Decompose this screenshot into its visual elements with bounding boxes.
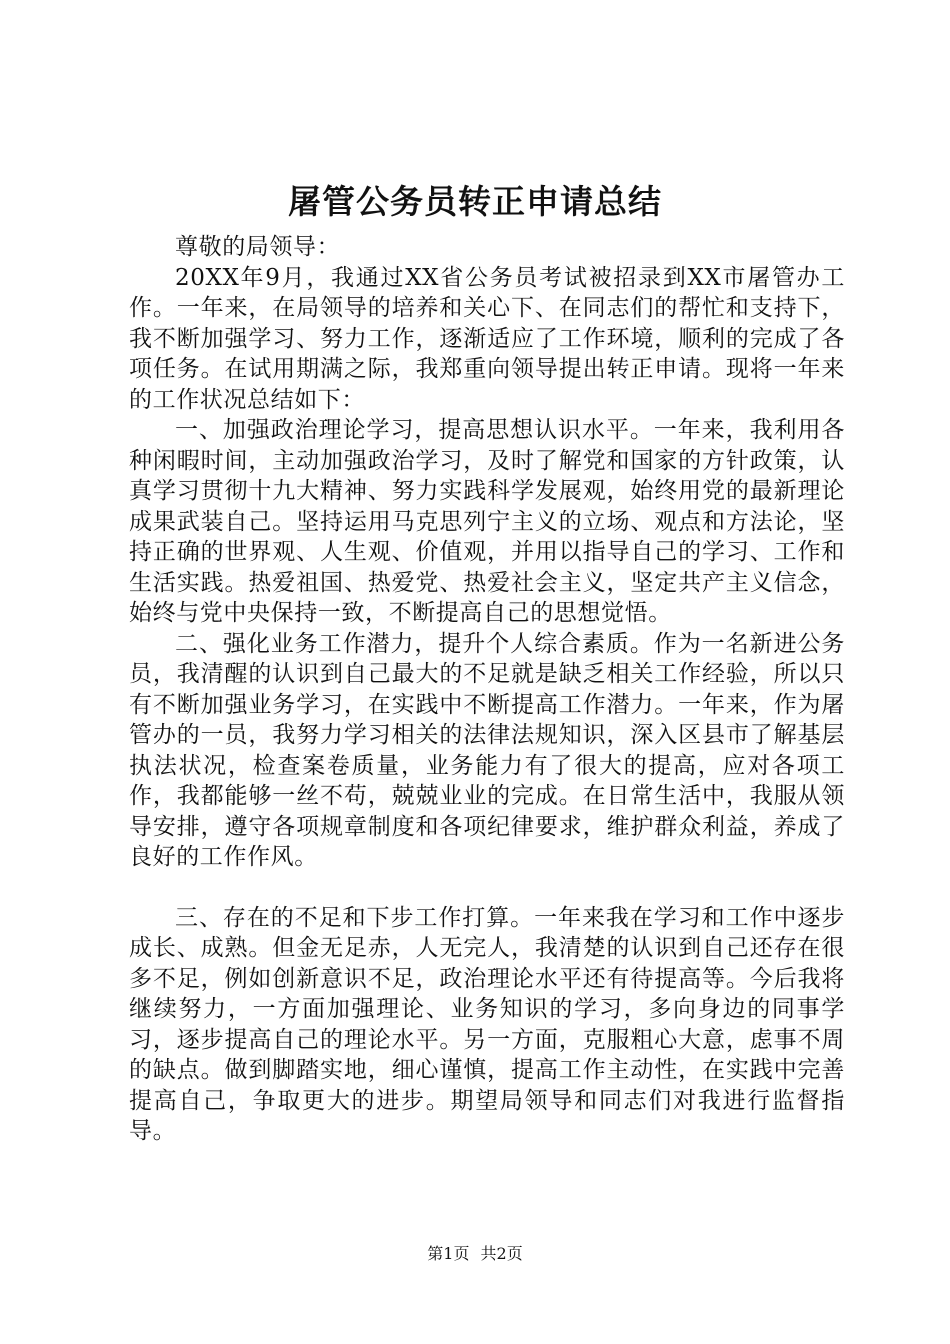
document-title: 屠管公务员转正申请总结	[288, 182, 662, 221]
document-body	[129, 232, 845, 1147]
paragraph-intro: 20XX年9月，我通过XX省公务员考试被招录到XX市屠管办工作。一年来，在局领导的培养和关心下、在同志们的帮忙和支持下，我不断加强学习、努力工作，逐渐适应了工作环境，顺利的完成了各项任务。在试用期满之际，我郑重向领导提出转正申请。现将一年来的工作状况总结如下：	[129, 264, 845, 413]
salutation: 尊敬的局领导：	[175, 234, 341, 260]
paragraph-section-3: 三、存在的不足和下步工作打算。一年来我在学习和工作中逐步成长、成熟。但金无足赤，人无完人，我清楚的认识到自己还存在很多不足，例如创新意识不足，政治理论水平还有待提高等。今后我将继续努力，一方面加强理论、业务知识的学习，多向身边的同事学习，逐步提高自己的理论水平。另一方面，克服粗心大意，虑事不周的缺点。做到脚踏实地，细心谨慎，提高工作主动性，在实践中完善提高自己，争取更大的进步。期望局领导和同志们对我进行监督指导。	[129, 904, 845, 1144]
page-footer	[0, 1244, 950, 1264]
page-total: 共2页	[480, 1244, 523, 1263]
page-number: 第1页	[427, 1244, 470, 1263]
paragraph-section-1: 一、加强政治理论学习，提高思想认识水平。一年来，我利用各种闲暇时间，主动加强政治学习，及时了解党和国家的方针政策，认真学习贯彻十九大精神、努力实践科学发展观，始终用党的最新理论成果武装自己。坚持运用马克思列宁主义的立场、观点和方法论，坚持正确的世界观、人生观、价值观，并用以指导自己的学习、工作和生活实践。热爱祖国、热爱党、热爱社会主义，坚定共产主义信念，始终与党中央保持一致，不断提高自己的思想觉悟。	[129, 417, 845, 626]
paragraph-gap	[129, 873, 845, 903]
paragraph-section-2: 二、强化业务工作潜力，提升个人综合素质。作为一名新进公务员，我清醒的认识到自己最大的不足就是缺乏相关工作经验，所以只有不断加强业务学习，在实践中不断提高工作潜力。一年来，作为屠管办的一员，我努力学习相关的法律法规知识，深入区县市了解基层执法状况，检查案卷质量，业务能力有了很大的提高，应对各项工作，我都能够一丝不苟，兢兢业业的完成。在日常生活中，我服从领导安排，遵守各项规章制度和各项纪律要求，维护群众利益，养成了良好的工作作风。	[129, 630, 845, 870]
